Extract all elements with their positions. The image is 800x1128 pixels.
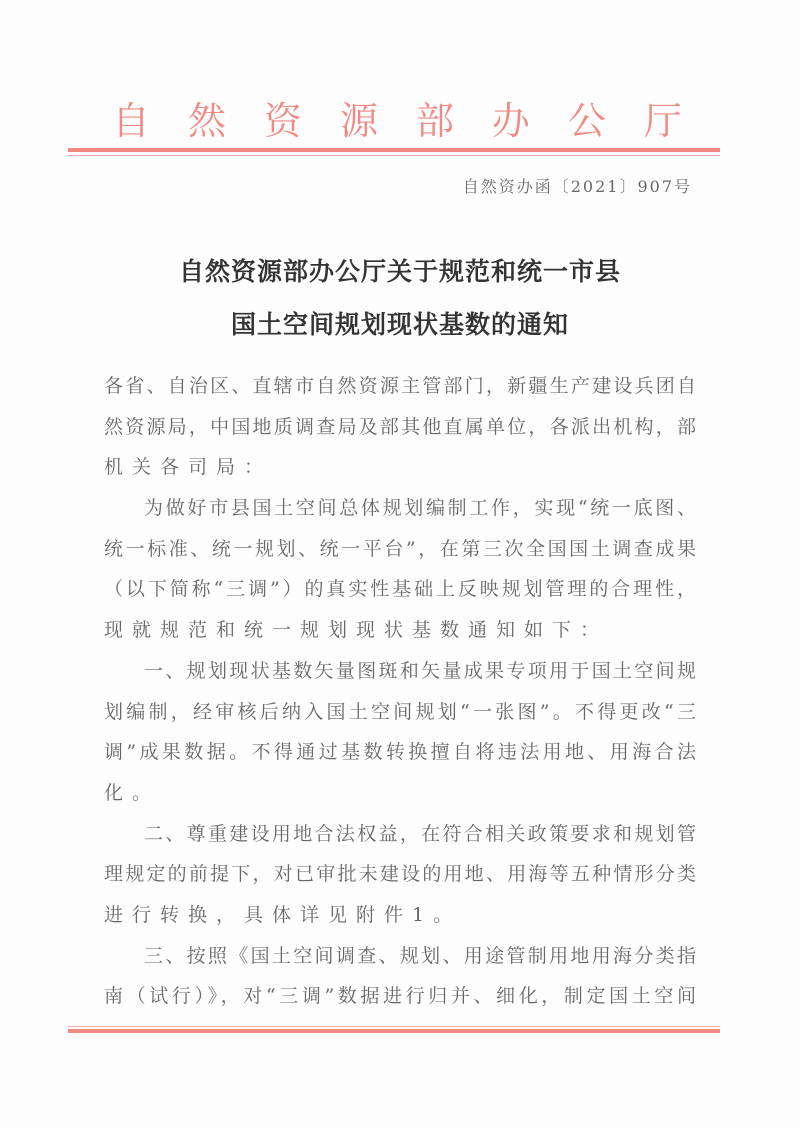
footer-red-rule [68,1029,720,1033]
body-line: 划编制，经审核后纳入国土空间规划“一张图”。不得更改“三 [104,700,696,723]
org-char: 部 [415,99,454,143]
issuing-organization-header [0,96,800,146]
document-title-line-2: 国土空间规划现状基数的通知 [230,310,569,339]
body-line: 理规定的前提下，对已审批未建设的用地、用海等五种情形分类 [104,863,696,886]
body-line: 现就规范和统一规划现状基数通知如下： [104,619,609,642]
org-char: 厅 [643,99,682,143]
org-char: 公 [567,99,606,143]
body-line: 统一标准、统一规划、统一平台”，在第三次全国国土调查成果 [104,537,696,560]
body-line: 化。 [104,781,161,804]
footer-red-rule-thin [68,1026,720,1027]
body-line: 二、尊重建设用地合法权益，在符合相关政策要求和规划管 [144,822,696,845]
body-line: （以下简称“三调”）的真实性基础上反映规划管理的合理性， [104,578,696,601]
body-line: 三、按照《国土空间调查、规划、用途管制用地用海分类指 [144,944,696,967]
org-char: 办 [491,99,530,143]
body-line: 调”成果数据。不得通过基数转换擅自将违法用地、用海合法 [104,741,696,764]
document-number: 自然资办函〔2021〕907号 [462,177,692,196]
body-line: 进行转换，具体详见附件1。 [104,903,462,926]
document-title-line-1: 自然资源部办公厅关于规范和统一市县 [178,257,621,286]
body-line: 机关各司局： [104,456,273,479]
body-line: 为做好市县国土空间总体规划编制工作，实现“统一底图、 [144,497,696,520]
body-line: 各省、自治区、直辖市自然资源主管部门，新疆生产建设兵团自 [104,375,696,397]
org-char: 资 [263,99,302,143]
body-line: 南（试行）》，对“三调”数据进行归并、细化，制定国土空间 [104,985,696,1008]
org-char: 自 [112,99,151,143]
org-char: 然 [187,99,226,143]
header-red-rule [68,148,720,152]
body-line: 然资源局，中国地质调查局及部其他直属单位，各派出机构，部 [104,415,696,438]
body-line: 一、规划现状基数矢量图斑和矢量成果专项用于国土空间规 [144,659,696,682]
header-red-rule-thin [68,155,720,156]
document-body [104,366,696,1017]
org-char: 源 [339,99,378,143]
